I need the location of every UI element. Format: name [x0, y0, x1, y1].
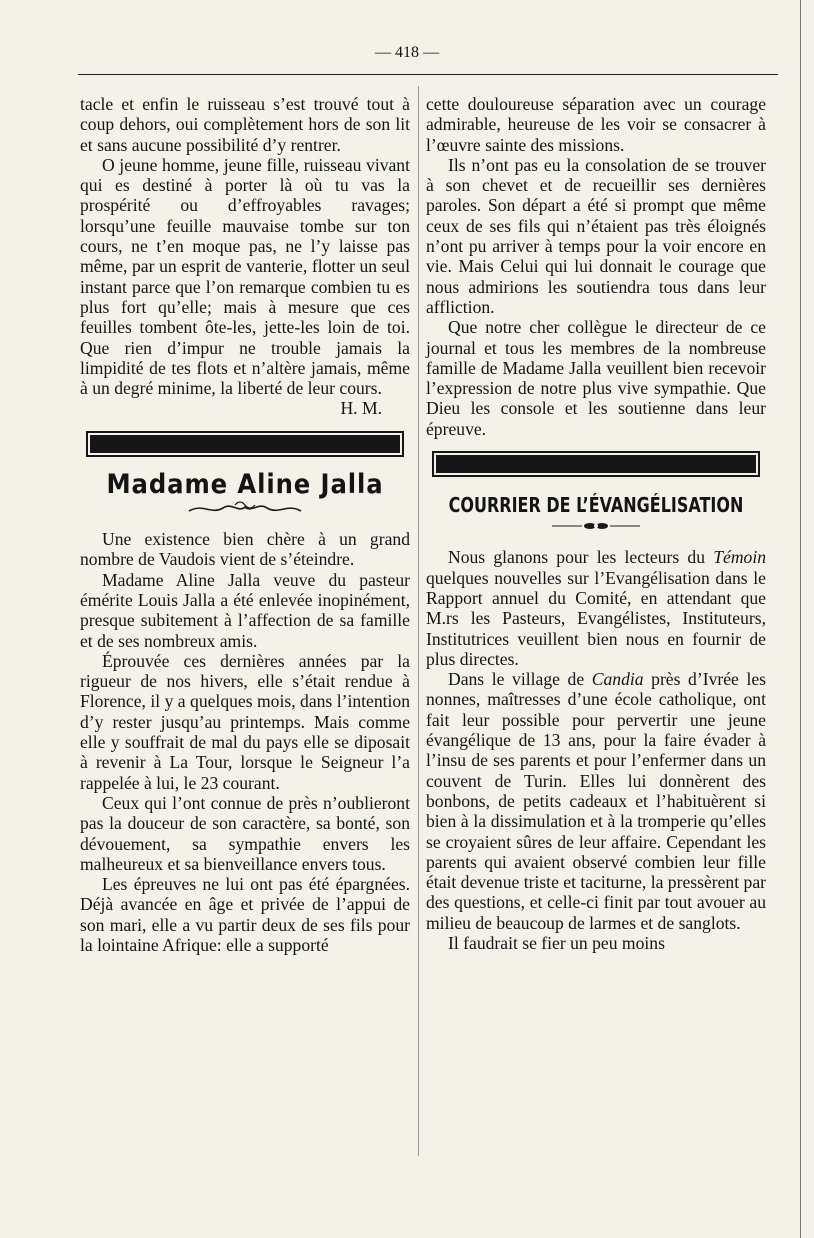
- signature: H. M.: [340, 398, 382, 419]
- section-separator-bar: [86, 431, 404, 457]
- section-separator-bar: [432, 451, 760, 477]
- page-number: — 418 —: [375, 44, 439, 61]
- article-title: Madame Aline Jalla: [106, 468, 384, 500]
- leaf-ornament-icon: [426, 517, 766, 539]
- moral-paragraph: O jeune homme, jeune fille, ruisseau vivant qui es destiné à porter là où tu vas la prospérité ou d’effroyables ravages; lorsqu’une feuille mauvaise tombe sur ton cours, ne t’en moque pas, ne l’y laisse pas même, par un esprit de vanterie, flotter un seul instant parce que l’on remarque combien tu es plus fort qu’elle; mais à mesure que ces feuilles tombent ôte-les, jette-les loin de toi. Que rien d’impur ne trouble jamais la limpidité de tes flots et n’altère jamais, même à un degré minime, la liberté de leur cours.: [80, 154, 410, 399]
- left-column: [80, 94, 410, 955]
- article-paragraph: Madame Aline Jalla veuve du pasteur émérite Louis Jalla a été enlevée inopinément, presque subitement à l’affection de sa famille et de ses nombreux amis.: [80, 569, 410, 651]
- article-paragraph: Une existence bien chère à un grand nombre de Vaudois vient de s’éteindre.: [80, 529, 410, 570]
- top-rule: [78, 74, 778, 75]
- continuation-paragraph: cette douloureuse séparation avec un courage admirable, heureuse de les voir se consacrer à l’œuvre sainte des missions.: [426, 94, 766, 155]
- page-edge-line: [800, 0, 801, 1238]
- section-paragraph: Il faudrait se fier un peu moins: [448, 932, 665, 953]
- section-paragraph: Nous glanons pour les lecteurs du Témoin quelques nouvelles sur l’Evangélisation dans le Rapport annuel du Comité, en attendant que M.rs les Pasteurs, Evangélistes, Instituteurs, Institutrices veuillent bien nous en fournir de plus directes.: [426, 547, 766, 669]
- flourish-ornament-icon: [80, 499, 410, 521]
- article-paragraph: Que notre cher collègue le directeur de ce journal et tous les membres de la nombreuse famille de Madame Jalla veuillent bien recevoir l’expression de notre plus vive sympathie. Que Dieu les console et les soutienne dans leur épreuve.: [426, 317, 766, 439]
- article-paragraph: Les épreuves ne lui ont pas été épargnées. Déjà avancée en âge et privée de l’appui de son mari, elle a vu partir deux de ses fils pour la lointaine Afrique: elle a supporté: [80, 874, 410, 955]
- article-paragraph: Éprouvée ces dernières années par la rigueur de nos hivers, elle s’était rendue à Florence, il y a quelques mois, dans l’intention d’y rester jusqu’au printemps. Mais comme elle y souffrait de mal du pays elle se diposait à revenir à La Tour, lorsque le Seigneur l’a rappelée à lui, le 23 courant.: [80, 650, 410, 793]
- journal-name: Témoin: [713, 547, 766, 568]
- intro-paragraph: tacle et enfin le ruisseau s’est trouvé tout à coup dehors, oui complètement hors de son lit et sans aucune possibilité d’y rentrer.: [80, 94, 410, 155]
- village-name: Candia: [591, 669, 644, 690]
- article-paragraph: Ils n’ont pas eu la consolation de se trouver à son chevet et de recueillir ses dernières paroles. Son départ a été si prompt que même ceux de ses fils qui n’étaient pas très éloignés n’ont pu arriver à temps pour la voir encore en vie. Mais Celui qui lui donnait le courage que nous admirions les soutiendra tous dans leur affliction.: [426, 154, 766, 317]
- section-paragraph: Dans le village de Candia près d’Ivrée les nonnes, maîtresses d’une école catholique, ont fait leur possible pour pervertir une jeune évangélique de 13 ans, pour la faire évader à l’insu de ses parents et pour l’enfermer dans un couvent de Turin. Elles lui donnèrent des bonbons, de petits cadeaux et l’habituèrent si bien à la dissimulation et à la tromperie qu’elles se croyaient sûres de leur affaire. Cependant les parents qui avaient observé combien leur fille était devenue triste et taciturne, la pressèrent par des questions, et celle-ci finit par tout avouer au milieu de beaucoup de larmes et de sanglots.: [426, 669, 766, 933]
- article-paragraph: Ceux qui l’ont connue de près n’oublieront pas la douceur de son caractère, sa bonté, son dévouement, sa sympathie envers les malheureux et sa bienveillance envers tous.: [80, 792, 410, 874]
- column-divider: [418, 86, 419, 1156]
- section-title: COURRIER DE L’ÉVANGÉLISATION: [448, 493, 744, 518]
- right-column: [426, 94, 766, 953]
